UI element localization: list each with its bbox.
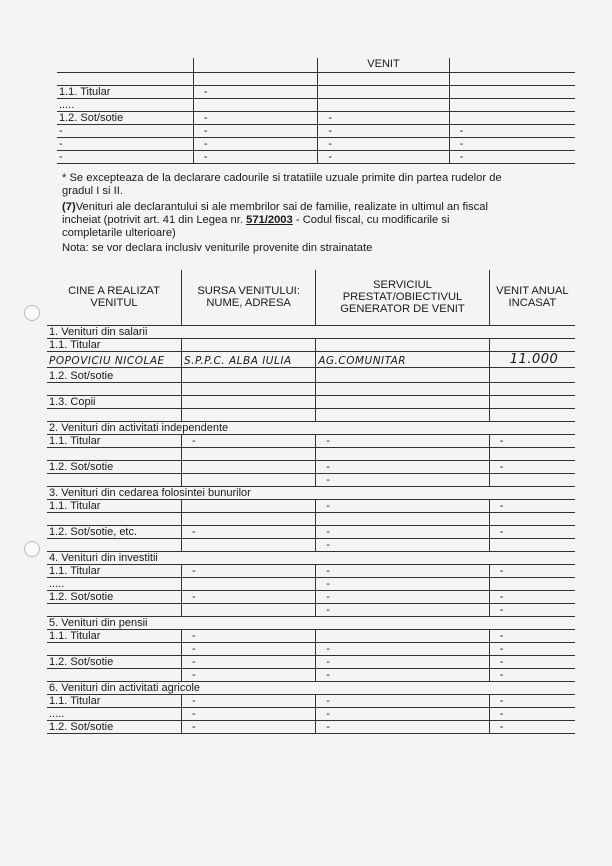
table-cell: -: [182, 669, 316, 682]
table-row: [47, 461, 575, 474]
table-cell: [489, 448, 575, 461]
table-cell: -: [316, 435, 490, 448]
table-cell: [318, 99, 449, 112]
table-row: [47, 604, 575, 617]
table-cell: 1.2. Sot/sotie: [47, 721, 182, 734]
table-row: [47, 578, 575, 591]
table-cell: -: [316, 526, 490, 539]
table-cell: [318, 73, 449, 86]
table-cell: [316, 368, 490, 383]
table-cell: 1.2. Sot/sotie: [47, 461, 182, 474]
table-cell: -: [316, 604, 490, 617]
table-cell: -: [193, 112, 317, 125]
table-cell: 1.1. Titular: [57, 86, 193, 99]
table-row: [47, 708, 575, 721]
table-cell: [316, 409, 490, 422]
gifts-income-table-continued: [57, 58, 575, 164]
table-cell: -: [489, 708, 575, 721]
table-cell: [318, 86, 449, 99]
table-row: [57, 125, 575, 138]
section-label: 2. Venituri din activitati independente: [47, 422, 575, 435]
table-cell: -: [182, 708, 316, 721]
table-cell: [489, 383, 575, 396]
table-cell: -: [316, 578, 490, 591]
section-label: 1. Venituri din salarii: [47, 326, 575, 339]
table-cell: -: [489, 656, 575, 669]
table-cell: -: [318, 125, 449, 138]
table-cell: -: [182, 591, 316, 604]
table-row: [47, 396, 575, 409]
table-cell: -: [182, 435, 316, 448]
table-cell: -: [57, 151, 193, 164]
table-cell: [489, 396, 575, 409]
table-cell: -: [193, 151, 317, 164]
table-cell: -: [182, 630, 316, 643]
table-cell: 1.2. Sot/sotie: [57, 112, 193, 125]
table-cell: [47, 643, 182, 656]
table-cell: -: [182, 643, 316, 656]
handwritten-cell: AG.COMUNITAR: [316, 352, 490, 368]
section-label: 3. Venituri din cedarea folosintei bunurilor: [47, 487, 575, 500]
section-row: [47, 326, 575, 339]
table-row: [47, 539, 575, 552]
handwritten-cell: 11.000: [489, 352, 575, 368]
table-row: [47, 565, 575, 578]
table-row: [47, 368, 575, 383]
table-cell: .....: [57, 99, 193, 112]
table-cell: -: [316, 461, 490, 474]
header-cell: [449, 58, 575, 73]
table-cell: [449, 112, 575, 125]
table-cell: 1.3. Copii: [47, 396, 182, 409]
table-cell: [182, 409, 316, 422]
header-service: SERVICIUL PRESTAT/OBIECTIVUL GENERATOR DE VENIT: [316, 270, 490, 326]
table-cell: [449, 73, 575, 86]
table-cell: [182, 474, 316, 487]
table-cell: -: [193, 86, 317, 99]
table-row: [57, 86, 575, 99]
table-cell: -: [316, 565, 490, 578]
table-cell: 1.1. Titular: [47, 500, 182, 513]
table-cell: -: [316, 721, 490, 734]
table-cell: [182, 383, 316, 396]
table-cell: [316, 383, 490, 396]
table-row: [47, 352, 575, 368]
table-cell: [182, 461, 316, 474]
note-foreign-income: Nota: se vor declara inclusiv veniturile provenite din strainatate: [62, 242, 373, 254]
table-cell: [489, 339, 575, 352]
table-cell: [182, 539, 316, 552]
table-cell: 1.1. Titular: [47, 630, 182, 643]
table-row: [47, 500, 575, 513]
table-cell: -: [318, 138, 449, 151]
table-cell: -: [489, 500, 575, 513]
table-cell: [449, 86, 575, 99]
table-cell: -: [316, 643, 490, 656]
table-cell: -: [316, 656, 490, 669]
table-cell: [449, 99, 575, 112]
table-row: [57, 151, 575, 164]
table-cell: -: [182, 526, 316, 539]
table-cell: [489, 368, 575, 383]
table-cell: [316, 339, 490, 352]
table-row: [47, 591, 575, 604]
table-cell: [316, 630, 490, 643]
table-cell: -: [489, 643, 575, 656]
table-row: [47, 721, 575, 734]
table-cell: -: [449, 151, 575, 164]
section-row: [47, 617, 575, 630]
table-cell: -: [318, 112, 449, 125]
table-cell: [182, 339, 316, 352]
table-row: [47, 669, 575, 682]
table-cell: -: [316, 695, 490, 708]
table-cell: [182, 368, 316, 383]
table-cell: [182, 448, 316, 461]
table-row: [57, 112, 575, 125]
table-cell: -: [182, 695, 316, 708]
table-cell: [47, 383, 182, 396]
table-cell: [182, 578, 316, 591]
table-cell: -: [316, 539, 490, 552]
table-cell: [182, 513, 316, 526]
table-cell: 1.2. Sot/sotie, etc.: [47, 526, 182, 539]
table-cell: [47, 539, 182, 552]
table-row: [47, 409, 575, 422]
table-cell: [47, 669, 182, 682]
table-cell: -: [449, 125, 575, 138]
table-cell: 1.1. Titular: [47, 565, 182, 578]
table-cell: [57, 73, 193, 86]
table-cell: -: [489, 461, 575, 474]
table-row: [47, 643, 575, 656]
table-cell: .....: [47, 708, 182, 721]
table-cell: -: [489, 591, 575, 604]
table-cell: [193, 99, 317, 112]
section-label: 5. Venituri din pensii: [47, 617, 575, 630]
table-row: [57, 73, 575, 86]
section-row: [47, 552, 575, 565]
table-row: [47, 474, 575, 487]
table-row: [57, 99, 575, 112]
table-cell: -: [489, 721, 575, 734]
table-row: [57, 138, 575, 151]
table-row: [47, 526, 575, 539]
table-cell: -: [182, 565, 316, 578]
table-cell: [47, 409, 182, 422]
section-label: 4. Venituri din investitii: [47, 552, 575, 565]
section-label: 6. Venituri din activitati agricole: [47, 682, 575, 695]
note-gifts-exception: * Se excepteaza de la declarare cadourile si tratatiile uzuale primite din partea rudelor de gradul I si II.: [62, 172, 502, 197]
table-cell: 1.2. Sot/sotie: [47, 591, 182, 604]
punch-hole: [24, 305, 40, 321]
table-cell: -: [316, 708, 490, 721]
table-row: [47, 383, 575, 396]
table-cell: [316, 513, 490, 526]
note-section-7: (7)Venituri ale declarantului si ale membrilor sai de familie, realizate in ultimul an fiscal incheiat (potrivit art. 41 din Legea nr. 571/2003 - Codul fiscal, cu modificarile si completarile ulterioare): [62, 201, 488, 239]
section-row: [47, 422, 575, 435]
notes-section: [62, 172, 510, 255]
table-cell: -: [489, 435, 575, 448]
table-cell: [489, 578, 575, 591]
table-cell: 1.2. Sot/sotie: [47, 368, 182, 383]
table-cell: -: [449, 138, 575, 151]
table-cell: [47, 513, 182, 526]
income-table: [47, 270, 575, 734]
table-cell: [47, 448, 182, 461]
table-cell: -: [182, 721, 316, 734]
table-row: [47, 339, 575, 352]
table-cell: [47, 604, 182, 617]
income-table-header: [47, 270, 575, 326]
table-cell: -: [193, 138, 317, 151]
table-cell: 1.1. Titular: [47, 339, 182, 352]
table-row: [47, 435, 575, 448]
top-table-header: [57, 58, 575, 73]
table-cell: [182, 500, 316, 513]
table-cell: [489, 474, 575, 487]
handwritten-cell: POPOVICIU NICOLAE: [47, 352, 182, 368]
section-row: [47, 682, 575, 695]
table-cell: [193, 73, 317, 86]
table-cell: -: [316, 500, 490, 513]
table-cell: -: [182, 656, 316, 669]
table-cell: -: [57, 125, 193, 138]
header-annual-income: VENIT ANUAL INCASAT: [489, 270, 575, 326]
header-cell: [193, 58, 317, 73]
table-cell: 1.1. Titular: [47, 695, 182, 708]
table-cell: -: [316, 669, 490, 682]
table-cell: 1.2. Sot/sotie: [47, 656, 182, 669]
table-cell: [489, 513, 575, 526]
header-cell: [57, 58, 193, 73]
table-cell: -: [318, 151, 449, 164]
table-row: [47, 513, 575, 526]
table-cell: -: [489, 526, 575, 539]
table-cell: -: [57, 138, 193, 151]
header-venit: VENIT: [318, 58, 449, 73]
header-source: SURSA VENITULUI: NUME, ADRESA: [182, 270, 316, 326]
punch-hole: [24, 541, 40, 557]
table-cell: -: [489, 695, 575, 708]
table-cell: [489, 539, 575, 552]
section-row: [47, 487, 575, 500]
table-cell: [316, 396, 490, 409]
table-cell: [316, 448, 490, 461]
table-cell: 1.1. Titular: [47, 435, 182, 448]
table-cell: [47, 474, 182, 487]
table-cell: .....: [47, 578, 182, 591]
table-cell: -: [489, 604, 575, 617]
table-row: [47, 630, 575, 643]
table-cell: -: [489, 669, 575, 682]
table-cell: -: [193, 125, 317, 138]
table-cell: -: [489, 630, 575, 643]
handwritten-cell: S.P.P.C. ALBA IULIA: [182, 352, 316, 368]
table-cell: [489, 409, 575, 422]
table-cell: [182, 396, 316, 409]
table-row: [47, 448, 575, 461]
table-cell: [182, 604, 316, 617]
table-cell: -: [489, 565, 575, 578]
header-who: CINE A REALIZAT VENITUL: [47, 270, 182, 326]
table-row: [47, 695, 575, 708]
table-row: [47, 656, 575, 669]
table-cell: -: [316, 591, 490, 604]
table-cell: -: [316, 474, 490, 487]
